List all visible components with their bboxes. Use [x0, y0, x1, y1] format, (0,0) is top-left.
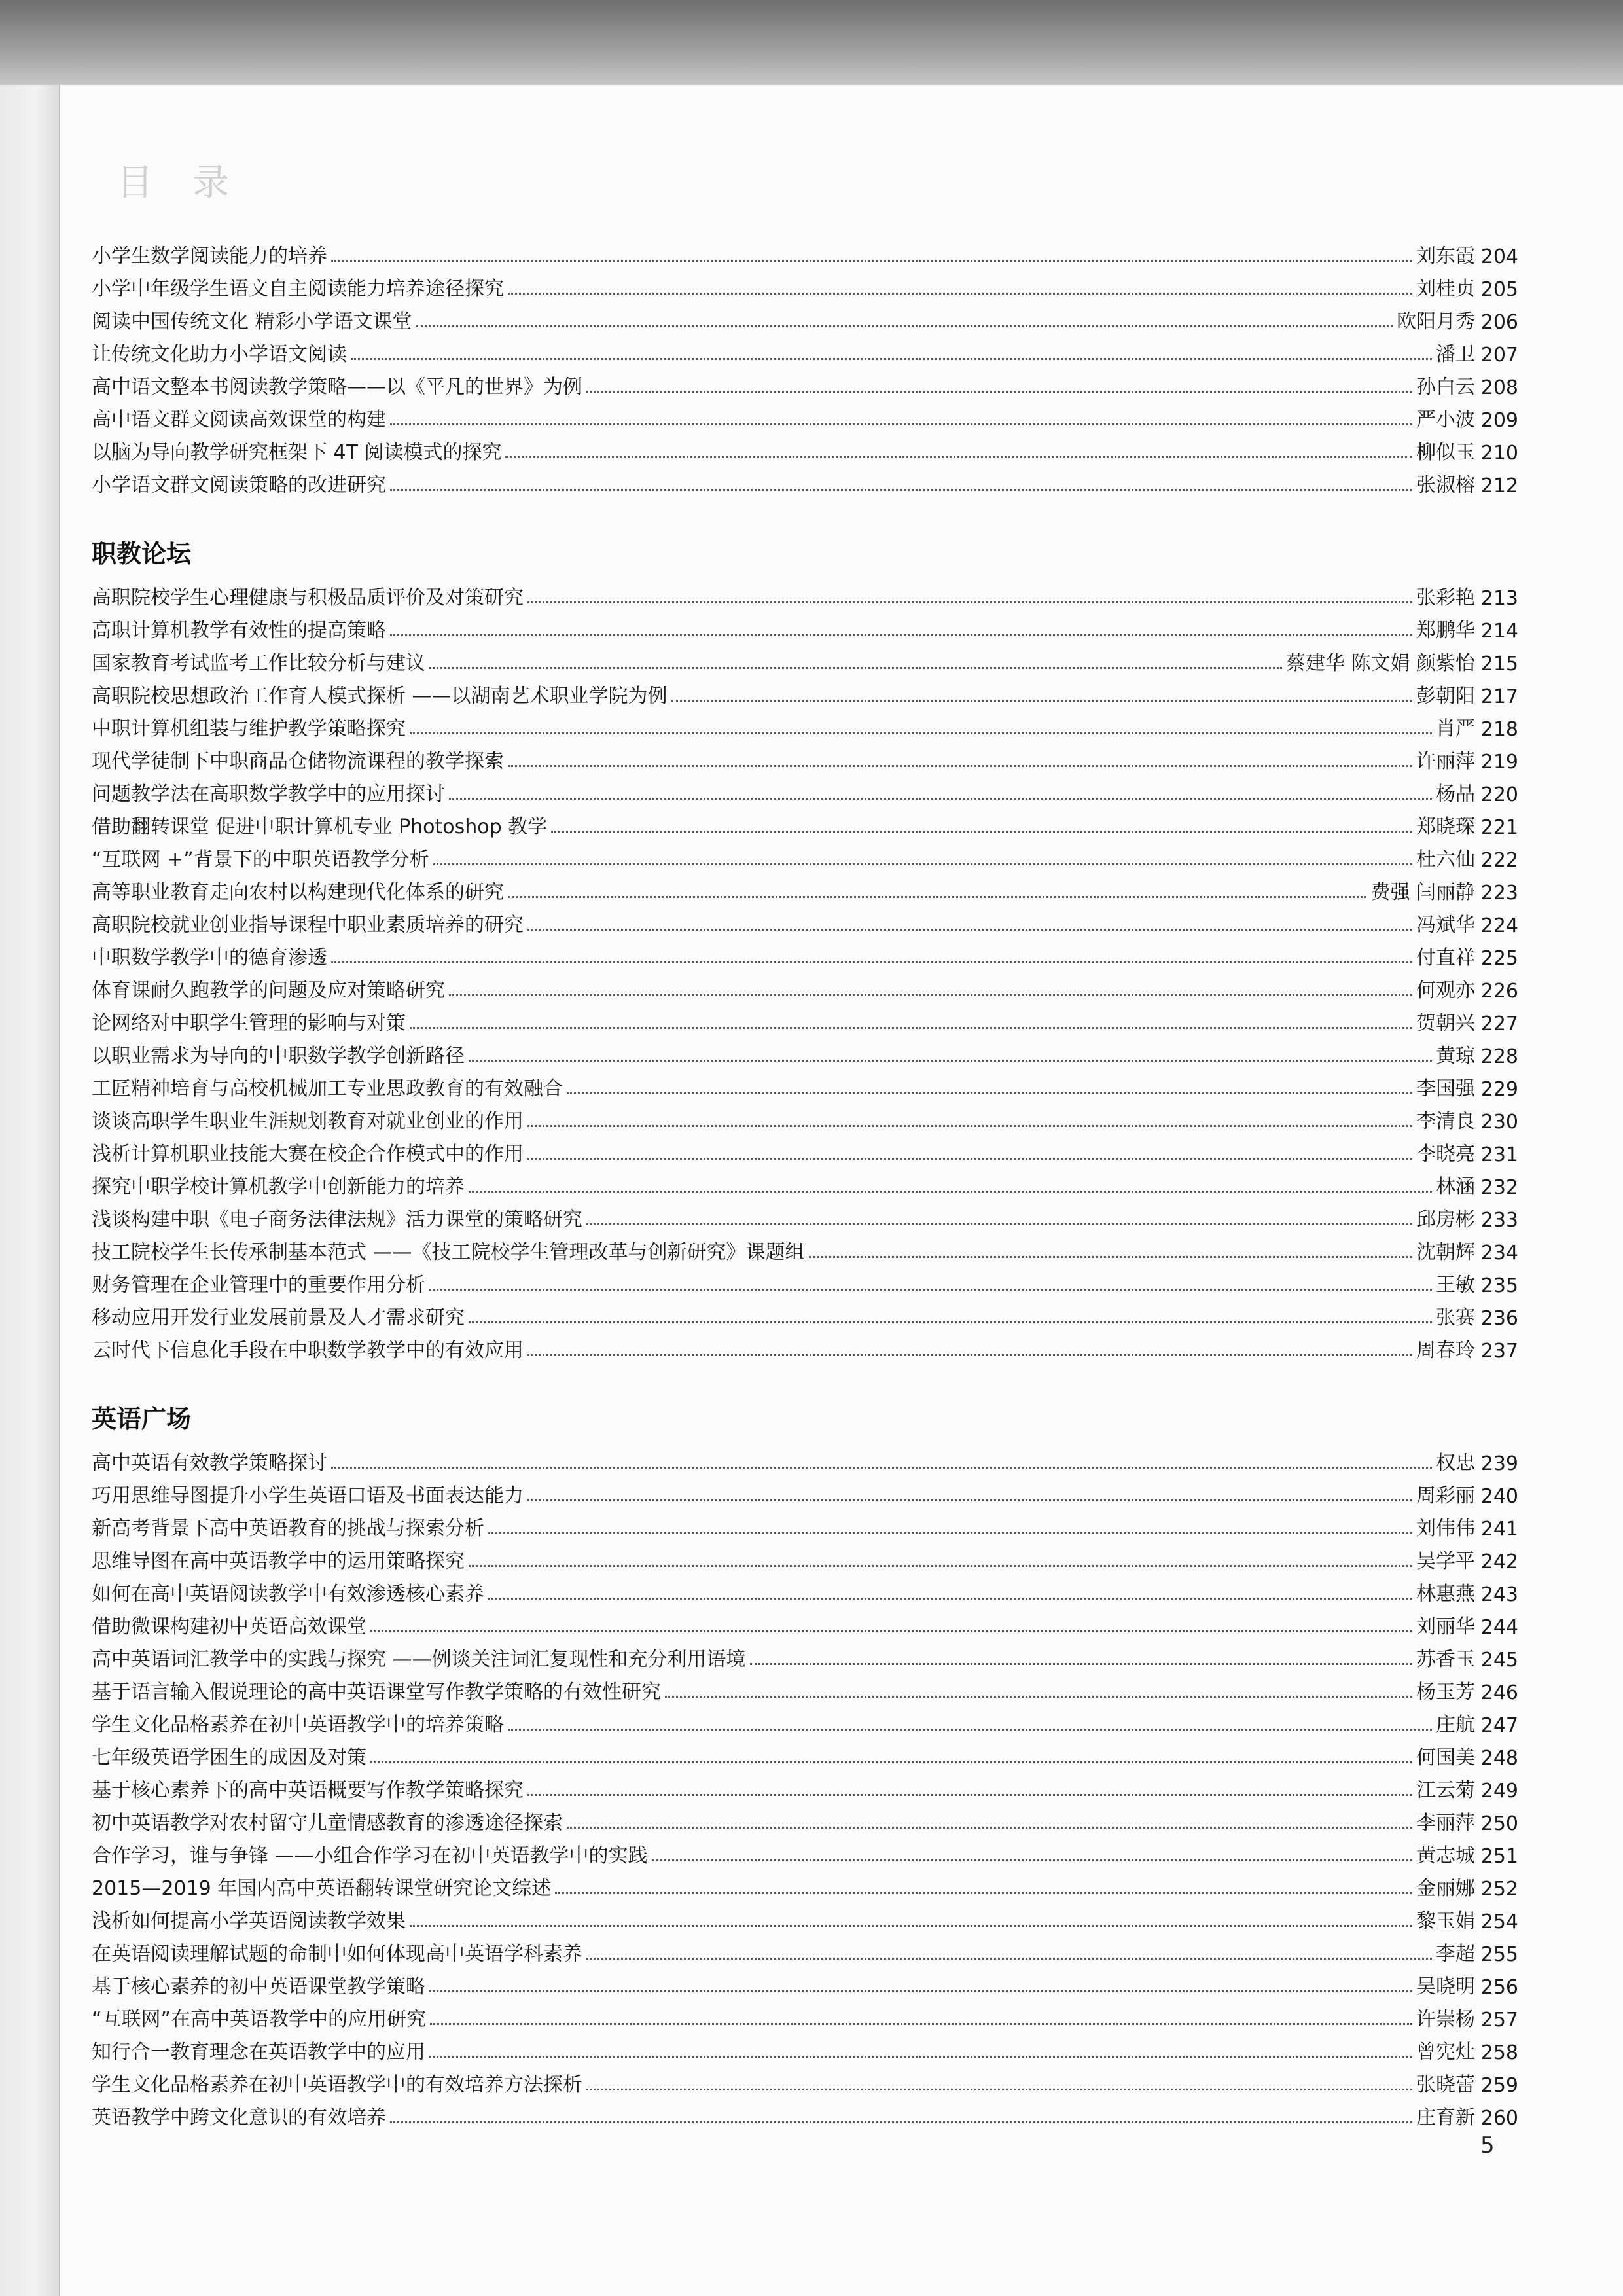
toc-entry[interactable]: [92, 1003, 1518, 1035]
dot-leader: [508, 291, 1412, 295]
entry-title: 阅读中国传统文化 精彩小学语文课堂: [92, 310, 412, 333]
dot-leader: [351, 357, 1432, 360]
entry-title: 高中英语词汇教学中的实践与探究 ——例谈关注词汇复现性和充分利用语境: [92, 1648, 746, 1671]
entry-author: 刘丽华: [1416, 1615, 1475, 1638]
entry-title: 体育课耐久跑教学的问题及应对策略研究: [92, 979, 445, 1002]
entry-title: 2015—2019 年国内高中英语翻转课堂研究论文综述: [92, 1877, 552, 1900]
entry-page: 247: [1480, 1714, 1518, 1737]
toc-entry[interactable]: [92, 1901, 1518, 1933]
dot-leader: [551, 829, 1412, 833]
entry-title: 借助翻转课堂 促进中职计算机专业 Photoshop 教学: [92, 816, 548, 838]
entry-title: 以脑为导向教学研究框架下 4T 阅读模式的探究: [92, 441, 502, 464]
entry-author: 孙白云: [1416, 376, 1475, 399]
dot-leader: [586, 2087, 1412, 2090]
entry-page: 254: [1480, 1910, 1518, 1933]
toc-entry[interactable]: [92, 937, 1518, 970]
dot-leader: [331, 960, 1412, 963]
entry-author: 李清良: [1416, 1110, 1475, 1133]
toc-entry[interactable]: [92, 1835, 1518, 1868]
dot-leader: [449, 797, 1432, 800]
toc-entry[interactable]: [92, 399, 1518, 432]
entry-page: 244: [1480, 1616, 1518, 1639]
entry-author: 彭朝阳: [1416, 685, 1475, 708]
dot-leader: [586, 389, 1412, 393]
toc-entry[interactable]: [92, 465, 1518, 497]
entry-title: 高中语文群文阅读高效课堂的构建: [92, 408, 386, 431]
entry-title: “互联网 +”背景下的中职英语教学分析: [92, 848, 429, 871]
toc-entry[interactable]: [92, 610, 1518, 643]
entry-author: 曾宪灶: [1416, 2041, 1475, 2064]
entry-page: 220: [1480, 783, 1518, 806]
entry-title: “互联网”在高中英语教学中的应用研究: [92, 2008, 427, 2031]
dot-leader: [390, 633, 1412, 636]
entry-author: 蔡建华 陈文娟 颜紫怡: [1285, 652, 1475, 675]
toc-entry[interactable]: [92, 872, 1518, 905]
entry-title: 新高考背景下高中英语教育的挑战与探索分析: [92, 1517, 484, 1540]
entry-title: 高中语文整本书阅读教学策略——以《平凡的世界》为例: [92, 376, 582, 399]
entry-author: 李丽萍: [1416, 1812, 1475, 1835]
toc-entry[interactable]: [92, 675, 1518, 708]
toc-entry[interactable]: [92, 2064, 1518, 2097]
entry-page: 251: [1480, 1845, 1518, 1868]
dot-leader: [527, 1353, 1412, 1356]
toc-entry[interactable]: [92, 1265, 1518, 1297]
toc-entry[interactable]: [92, 1475, 1518, 1508]
toc-entry[interactable]: [92, 643, 1518, 675]
entry-title: 学生文化品格素养在初中英语教学中的有效培养方法探析: [92, 2073, 582, 2096]
entry-author: 张彩艳: [1416, 586, 1475, 609]
entry-author: 王敏: [1436, 1274, 1475, 1297]
entry-author: 庄育新: [1416, 2106, 1475, 2129]
entry-title: 让传统文化助力小学语文阅读: [92, 343, 347, 366]
page-header: 目录: [116, 162, 268, 204]
dot-leader: [469, 1189, 1432, 1193]
entry-title: 在英语阅读理解试题的命制中如何体现高中英语学科素养: [92, 1943, 582, 1965]
entry-author: 周春玲: [1416, 1339, 1475, 1362]
entry-title: 工匠精神培育与高校机械加工专业思政教育的有效融合: [92, 1077, 563, 1100]
dot-leader: [555, 1891, 1412, 1894]
entry-page: 213: [1480, 587, 1518, 610]
toc-entry[interactable]: [92, 1541, 1518, 1573]
entry-page: 204: [1480, 245, 1518, 268]
entry-page: 246: [1480, 1681, 1518, 1704]
entry-title: 移动应用开发行业发展前景及人才需求研究: [92, 1306, 465, 1329]
toc-entry[interactable]: [92, 1966, 1518, 1999]
entry-title: 高职院校学生心理健康与积极品质评价及对策研究: [92, 586, 524, 609]
entry-author: 刘东霞: [1416, 245, 1475, 268]
dot-leader: [505, 455, 1412, 458]
entry-page: 227: [1480, 1013, 1518, 1035]
entry-page: 233: [1480, 1209, 1518, 1232]
entry-page: 248: [1480, 1747, 1518, 1770]
entry-title: 国家教育考试监考工作比较分析与建议: [92, 652, 425, 675]
entry-author: 刘桂贞: [1416, 278, 1475, 300]
page-number: 5: [1480, 2132, 1495, 2159]
dot-leader: [331, 259, 1412, 262]
entry-page: 231: [1480, 1143, 1518, 1166]
dot-leader: [449, 993, 1412, 996]
entry-page: 217: [1480, 685, 1518, 708]
dot-leader: [527, 600, 1412, 603]
entry-page: 205: [1480, 278, 1518, 301]
toc-entry[interactable]: [92, 1704, 1518, 1737]
entry-title: 基于核心素养的初中英语课堂教学策略: [92, 1975, 425, 1998]
entry-title: 学生文化品格素养在初中英语教学中的培养策略: [92, 1713, 504, 1736]
entry-page: 245: [1480, 1649, 1518, 1672]
dot-leader: [508, 764, 1412, 767]
entry-page: 214: [1480, 620, 1518, 643]
entry-page: 256: [1480, 1976, 1518, 1999]
entry-title: 云时代下信息化手段在中职数学教学中的有效应用: [92, 1339, 524, 1362]
dot-leader: [429, 1287, 1432, 1291]
entry-title: 小学中年级学生语文自主阅读能力培养途径探究: [92, 278, 504, 300]
dot-leader: [527, 1124, 1412, 1127]
entry-author: 贺朝兴: [1416, 1012, 1475, 1035]
entry-page: 209: [1480, 409, 1518, 432]
entry-author: 林涵: [1436, 1175, 1475, 1198]
dot-leader: [527, 1498, 1412, 1501]
entry-author: 费强 闫丽静: [1370, 881, 1475, 904]
entry-title: 知行合一教育理念在英语教学中的应用: [92, 2041, 425, 2064]
dot-leader: [410, 731, 1432, 734]
entry-page: 219: [1480, 751, 1518, 774]
toc-entry[interactable]: [92, 774, 1518, 806]
entry-title: 基于核心素养下的高中英语概要写作教学策略探究: [92, 1779, 524, 1802]
entry-title: 小学生数学阅读能力的培养: [92, 245, 327, 268]
entry-author: 吴晓明: [1416, 1975, 1475, 1998]
toc-entry[interactable]: [92, 1999, 1518, 2032]
toc-entry[interactable]: [92, 1068, 1518, 1101]
entry-page: 228: [1480, 1045, 1518, 1068]
entry-page: 232: [1480, 1176, 1518, 1199]
entry-title: 高职院校就业创业指导课程中职业素质培养的研究: [92, 914, 524, 937]
entry-page: 226: [1480, 980, 1518, 1003]
toc-entry[interactable]: [92, 301, 1518, 334]
entry-page: 255: [1480, 1943, 1518, 1966]
entry-author: 付直祥: [1416, 946, 1475, 969]
entry-title: 中职计算机组装与维护教学策略探究: [92, 717, 406, 740]
dot-leader: [652, 1858, 1412, 1861]
dot-leader: [390, 2120, 1412, 2123]
entry-author: 李超: [1436, 1943, 1475, 1965]
entry-page: 229: [1480, 1078, 1518, 1101]
entry-page: 243: [1480, 1583, 1518, 1606]
entry-page: 218: [1480, 718, 1518, 741]
entry-author: 欧阳月秀: [1397, 310, 1475, 333]
entry-title: 借助微课构建初中英语高效课堂: [92, 1615, 366, 1638]
entry-author: 柳似玉: [1416, 441, 1475, 464]
section-heading: 英语广场: [92, 1405, 192, 1433]
dot-leader: [410, 1924, 1412, 1927]
entry-author: 沈朝辉: [1416, 1241, 1475, 1264]
toc-entry[interactable]: [92, 2032, 1518, 2064]
dot-leader: [370, 1629, 1412, 1632]
entry-author: 张晓蕾: [1416, 2073, 1475, 2096]
entry-author: 权忠: [1436, 1452, 1475, 1475]
entry-title: 以职业需求为导向的中职数学教学创新路径: [92, 1045, 465, 1067]
scan-shadow: [0, 0, 1623, 85]
toc-entry[interactable]: [92, 1573, 1518, 1606]
toc-entry[interactable]: [92, 236, 1518, 268]
entry-author: 黄琼: [1436, 1045, 1475, 1067]
entry-author: 黎玉娟: [1416, 1910, 1475, 1933]
dot-leader: [370, 1760, 1412, 1763]
entry-title: 财务管理在企业管理中的重要作用分析: [92, 1274, 425, 1297]
entry-page: 230: [1480, 1111, 1518, 1134]
toc-entry[interactable]: [92, 1166, 1518, 1199]
entry-author: 刘伟伟: [1416, 1517, 1475, 1540]
toc-entry[interactable]: [92, 1443, 1518, 1475]
entry-author: 吴学平: [1416, 1550, 1475, 1573]
entry-page: 250: [1480, 1812, 1518, 1835]
entry-author: 邱房彬: [1416, 1208, 1475, 1231]
toc-entry[interactable]: [92, 708, 1518, 741]
entry-author: 杨玉芳: [1416, 1681, 1475, 1704]
toc-entry[interactable]: [92, 334, 1518, 367]
dot-leader: [665, 1695, 1412, 1698]
dot-leader: [390, 488, 1412, 491]
entry-page: 242: [1480, 1551, 1518, 1573]
entry-page: 225: [1480, 947, 1518, 970]
entry-author: 江云菊: [1416, 1779, 1475, 1802]
toc-entry[interactable]: [92, 2097, 1518, 2130]
toc-entry[interactable]: [92, 1933, 1518, 1966]
entry-page: 259: [1480, 2074, 1518, 2097]
entry-title: 巧用思维导图提升小学生英语口语及书面表达能力: [92, 1484, 524, 1507]
section-heading: 职教论坛: [92, 539, 192, 568]
entry-title: 高等职业教育走向农村以构建现代化体系的研究: [92, 881, 504, 904]
entry-author: 周彩丽: [1416, 1484, 1475, 1507]
entry-author: 潘卫: [1436, 343, 1475, 366]
entry-author: 冯斌华: [1416, 914, 1475, 937]
toc-entry[interactable]: [92, 839, 1518, 872]
entry-title: 高职院校思想政治工作育人模式探析 ——以湖南艺术职业学院为例: [92, 685, 668, 708]
entry-author: 郑鹏华: [1416, 619, 1475, 642]
entry-page: 249: [1480, 1780, 1518, 1803]
entry-author: 庄航: [1436, 1713, 1475, 1736]
entry-author: 张淑榕: [1416, 474, 1475, 497]
dot-leader: [429, 666, 1282, 669]
entry-page: 208: [1480, 376, 1518, 399]
toc-entry[interactable]: [92, 970, 1518, 1003]
entry-author: 苏香玉: [1416, 1648, 1475, 1671]
entry-page: 221: [1480, 816, 1518, 839]
toc-entry[interactable]: [92, 1606, 1518, 1639]
entry-page: 222: [1480, 849, 1518, 872]
adjacent-page-edge: [0, 85, 60, 2296]
dot-leader: [586, 1956, 1432, 1960]
entry-page: 210: [1480, 442, 1518, 465]
dot-leader: [433, 862, 1412, 865]
toc-entry[interactable]: [92, 1035, 1518, 1068]
dot-leader: [809, 1255, 1412, 1258]
toc-entry[interactable]: [92, 1101, 1518, 1134]
entry-title: 初中英语教学对农村留守儿童情感教育的渗透途径探索: [92, 1812, 563, 1835]
toc-entry[interactable]: [92, 1868, 1518, 1901]
entry-author: 李晓亮: [1416, 1143, 1475, 1166]
toc-entry[interactable]: [92, 1232, 1518, 1265]
dot-leader: [469, 1564, 1412, 1567]
entry-title: 技工院校学生长传承制基本范式 ——《技工院校学生管理改革与创新研究》课题组: [92, 1241, 805, 1264]
dot-leader: [429, 2054, 1412, 2058]
toc-sections: [92, 530, 1518, 2130]
entry-page: 241: [1480, 1518, 1518, 1541]
entry-title: 小学语文群文阅读策略的改进研究: [92, 474, 386, 497]
dot-leader: [527, 927, 1412, 931]
entry-page: 239: [1480, 1452, 1518, 1475]
entry-title: 浅谈构建中职《电子商务法律法规》活力课堂的策略研究: [92, 1208, 582, 1231]
entry-page: 224: [1480, 914, 1518, 937]
entry-title: 浅析计算机职业技能大赛在校企合作模式中的作用: [92, 1143, 524, 1166]
entry-page: 236: [1480, 1307, 1518, 1330]
entry-author: 黄志城: [1416, 1844, 1475, 1867]
table-of-contents: [92, 236, 1518, 2130]
dot-leader: [469, 1058, 1432, 1062]
dot-leader: [429, 1989, 1412, 1992]
entry-page: 252: [1480, 1878, 1518, 1901]
entry-page: 258: [1480, 2041, 1518, 2064]
entry-title: 基于语言输入假说理论的高中英语课堂写作教学策略的有效性研究: [92, 1681, 661, 1704]
entry-title: 七年级英语学困生的成因及对策: [92, 1746, 366, 1769]
entry-title: 思维导图在高中英语教学中的运用策略探究: [92, 1550, 465, 1573]
entry-author: 何观亦: [1416, 979, 1475, 1002]
toc-entry[interactable]: [92, 806, 1518, 839]
entry-title: 中职数学教学中的德育渗透: [92, 946, 327, 969]
entry-title: 现代学徒制下中职商品仓储物流课程的教学探索: [92, 750, 504, 773]
entry-author: 金丽娜: [1416, 1877, 1475, 1900]
toc-entry[interactable]: [92, 577, 1518, 610]
dot-leader: [469, 1320, 1432, 1323]
entry-author: 李国强: [1416, 1077, 1475, 1100]
entry-title: 问题教学法在高职数学教学中的应用探讨: [92, 783, 445, 806]
entry-author: 杜六仙: [1416, 848, 1475, 871]
toc-entry[interactable]: [92, 741, 1518, 774]
toc-entry[interactable]: [92, 1297, 1518, 1330]
dot-leader: [750, 1662, 1412, 1665]
entry-author: 杨晶: [1436, 783, 1475, 806]
entry-title: 论网络对中职学生管理的影响与对策: [92, 1012, 406, 1035]
dot-leader: [430, 2022, 1412, 2025]
toc-entry[interactable]: [92, 1508, 1518, 1541]
entry-author: 严小波: [1416, 408, 1475, 431]
entry-page: 206: [1480, 311, 1518, 334]
dot-leader: [586, 1222, 1412, 1225]
dot-leader: [671, 698, 1412, 702]
entry-title: 高中英语有效教学策略探讨: [92, 1452, 327, 1475]
toc-entry[interactable]: [92, 905, 1518, 937]
dot-leader: [410, 1026, 1412, 1029]
entry-page: 234: [1480, 1242, 1518, 1265]
entry-author: 肖严: [1436, 717, 1475, 740]
toc-entry[interactable]: [92, 1330, 1518, 1363]
entry-author: 何国美: [1416, 1746, 1475, 1769]
toc-entry[interactable]: [92, 1770, 1518, 1803]
toc-entry[interactable]: [92, 1803, 1518, 1835]
dot-leader: [331, 1465, 1432, 1469]
entry-page: 240: [1480, 1485, 1518, 1508]
dot-leader: [567, 1825, 1412, 1829]
entry-page: 260: [1480, 2107, 1518, 2130]
entry-title: 谈谈高职学生职业生涯规划教育对就业创业的作用: [92, 1110, 524, 1133]
toc-entry[interactable]: [92, 1199, 1518, 1232]
dot-leader: [567, 1091, 1412, 1094]
entry-author: 林惠燕: [1416, 1583, 1475, 1605]
entry-title: 合作学习，谁与争锋 ——小组合作学习在初中英语教学中的实践: [92, 1844, 648, 1867]
dot-leader: [508, 1727, 1432, 1731]
dot-leader: [488, 1596, 1412, 1600]
entry-page: 235: [1480, 1274, 1518, 1297]
dot-leader: [390, 422, 1412, 425]
entry-title: 高职计算机教学有效性的提高策略: [92, 619, 386, 642]
entry-page: 257: [1480, 2009, 1518, 2032]
entry-author: 许崇杨: [1416, 2008, 1475, 2031]
toc-entry[interactable]: [92, 367, 1518, 399]
dot-leader: [508, 895, 1366, 898]
entry-page: 223: [1480, 882, 1518, 905]
toc-entry[interactable]: [92, 1134, 1518, 1166]
toc-intro-list: [92, 236, 1518, 497]
toc-entry[interactable]: [92, 1737, 1518, 1770]
toc-entry[interactable]: [92, 432, 1518, 465]
entry-title: 浅析如何提高小学英语阅读教学效果: [92, 1910, 406, 1933]
entry-author: 张赛: [1436, 1306, 1475, 1329]
toc-entry[interactable]: [92, 268, 1518, 301]
entry-page: 207: [1480, 344, 1518, 367]
entry-page: 212: [1480, 475, 1518, 497]
entry-title: 英语教学中跨文化意识的有效培养: [92, 2106, 386, 2129]
entry-author: 郑晓琛: [1416, 816, 1475, 838]
entry-page: 215: [1480, 653, 1518, 675]
entry-page: 237: [1480, 1340, 1518, 1363]
entry-author: 许丽萍: [1416, 750, 1475, 773]
dot-leader: [527, 1157, 1412, 1160]
dot-leader: [488, 1531, 1412, 1534]
dot-leader: [416, 324, 1393, 327]
entry-title: 如何在高中英语阅读教学中有效渗透核心素养: [92, 1583, 484, 1605]
toc-entry[interactable]: [92, 1672, 1518, 1704]
toc-entry[interactable]: [92, 1639, 1518, 1672]
dot-leader: [527, 1793, 1412, 1796]
entry-title: 探究中职学校计算机教学中创新能力的培养: [92, 1175, 465, 1198]
